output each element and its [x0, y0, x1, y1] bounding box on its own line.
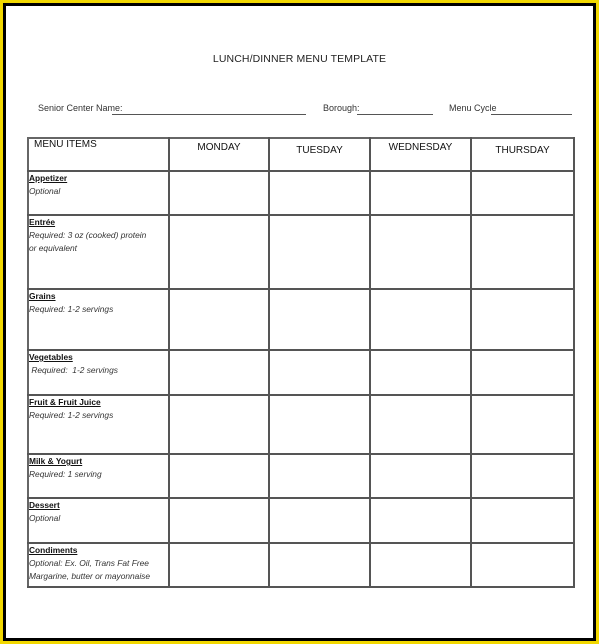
category-requirement: Required: 1-2 servings	[29, 304, 114, 314]
category-requirement: Optional	[29, 186, 61, 196]
menu-cell[interactable]	[269, 215, 370, 289]
category-name: Appetizer	[29, 173, 68, 183]
menu-cell[interactable]	[269, 454, 370, 498]
day-header-monday: MONDAY	[169, 138, 269, 171]
document-title: LUNCH/DINNER MENU TEMPLATE	[212, 53, 387, 65]
table-row-entree	[28, 215, 574, 289]
header-fields	[6, 103, 593, 123]
menu-cell[interactable]	[471, 215, 574, 289]
menu-cell[interactable]	[169, 395, 269, 454]
menu-cell[interactable]	[169, 454, 269, 498]
category-cell	[28, 498, 169, 543]
category-cell	[28, 543, 169, 587]
category-cell	[28, 289, 169, 350]
menu-cell[interactable]	[471, 171, 574, 215]
day-header-thursday: THURSDAY	[471, 138, 574, 171]
category-requirement-continued: Margarine, butter or mayonnaise	[29, 571, 151, 581]
day-header-tuesday: TUESDAY	[269, 138, 370, 171]
category-name: Vegetables	[29, 352, 73, 362]
menu-cell[interactable]	[370, 543, 471, 587]
table-row-fruit	[28, 395, 574, 454]
menu-cycle-input-line[interactable]	[491, 114, 572, 115]
menu-cell[interactable]	[169, 498, 269, 543]
category-name: Grains	[29, 291, 56, 301]
category-cell	[28, 454, 169, 498]
menu-items-header: MENU ITEMS	[28, 138, 169, 171]
menu-cell[interactable]	[169, 350, 269, 395]
table-header-row	[28, 138, 574, 171]
menu-cell[interactable]	[370, 215, 471, 289]
menu-cell[interactable]	[370, 171, 471, 215]
category-cell	[28, 395, 169, 454]
category-name: Dessert	[29, 500, 60, 510]
table-row-grains	[28, 289, 574, 350]
menu-cell[interactable]	[169, 215, 269, 289]
menu-cell[interactable]	[269, 289, 370, 350]
menu-cell[interactable]	[370, 498, 471, 543]
menu-cell[interactable]	[269, 498, 370, 543]
senior-center-label: Senior Center Name:	[38, 103, 123, 113]
category-name: Entrée	[29, 217, 56, 227]
category-requirement: Required: 1 serving	[29, 469, 102, 479]
category-cell	[28, 350, 169, 395]
menu-cell[interactable]	[269, 171, 370, 215]
category-name: Condiments	[29, 545, 78, 555]
menu-cycle-label: Menu Cycle	[449, 103, 497, 113]
menu-cell[interactable]	[269, 350, 370, 395]
menu-cell[interactable]	[169, 543, 269, 587]
menu-cell[interactable]	[471, 498, 574, 543]
category-requirement: Optional: Ex. Oil, Trans Fat Free	[29, 558, 149, 568]
category-requirement: Optional	[29, 513, 61, 523]
senior-center-input-line[interactable]	[112, 114, 306, 115]
menu-cell[interactable]	[169, 171, 269, 215]
category-name: Fruit & Fruit Juice	[29, 397, 101, 407]
menu-cell[interactable]	[471, 543, 574, 587]
menu-cell[interactable]	[471, 395, 574, 454]
table-row-dessert	[28, 498, 574, 543]
table-row-appetizer	[28, 171, 574, 215]
menu-cell[interactable]	[471, 454, 574, 498]
menu-cell[interactable]	[471, 289, 574, 350]
table-row-milk	[28, 454, 574, 498]
category-requirement-continued: or equivalent	[29, 243, 77, 253]
document-page	[6, 6, 593, 638]
menu-cell[interactable]	[269, 395, 370, 454]
menu-cell[interactable]	[370, 454, 471, 498]
borough-label: Borough:	[323, 103, 360, 113]
day-header-wednesday: WEDNESDAY	[370, 138, 471, 171]
table-row-vegetables	[28, 350, 574, 395]
menu-cell[interactable]	[169, 289, 269, 350]
borough-input-line[interactable]	[357, 114, 433, 115]
category-cell	[28, 215, 169, 289]
menu-table	[27, 137, 575, 588]
menu-cell[interactable]	[471, 350, 574, 395]
menu-cell[interactable]	[269, 543, 370, 587]
category-cell	[28, 171, 169, 215]
menu-cell[interactable]	[370, 289, 471, 350]
category-requirement: Required: 1-2 servings	[29, 410, 114, 420]
menu-cell[interactable]	[370, 395, 471, 454]
category-requirement: Required: 3 oz (cooked) protein	[29, 230, 147, 240]
table-row-condiments	[28, 543, 574, 587]
category-requirement: Required: 1-2 servings	[29, 365, 118, 375]
menu-cell[interactable]	[370, 350, 471, 395]
category-name: Milk & Yogurt	[29, 456, 83, 466]
